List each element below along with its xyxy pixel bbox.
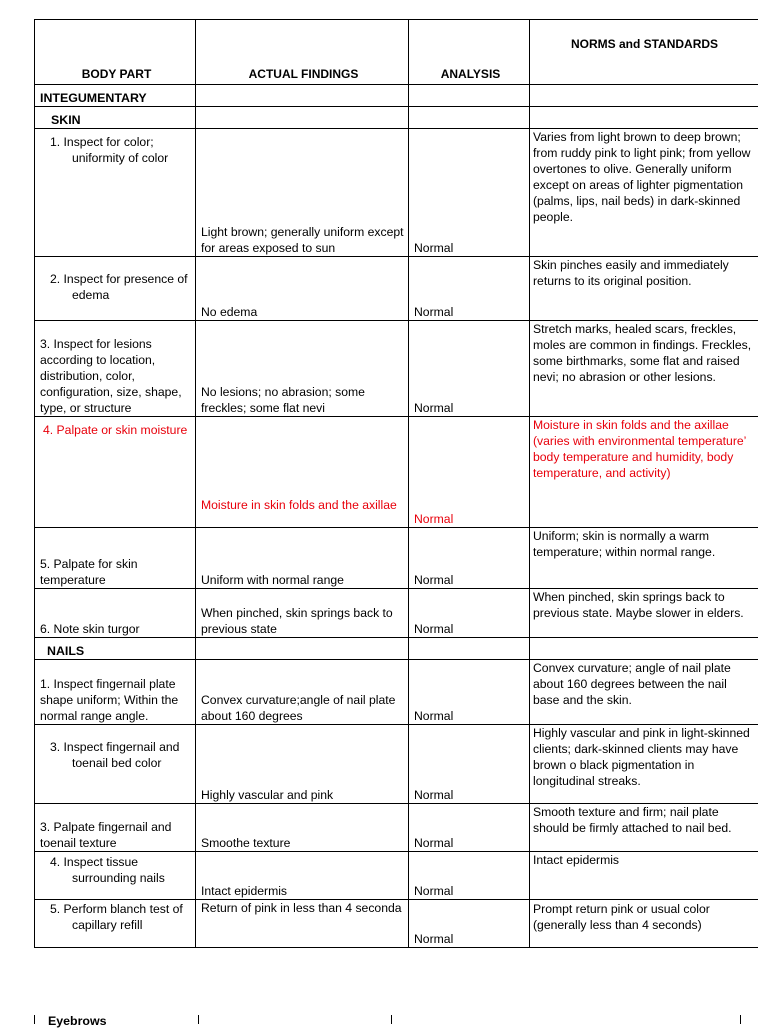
analysis-cell: Normal	[409, 589, 530, 638]
analysis-cell: Normal	[409, 417, 530, 528]
norm-cell: Varies from light brown to deep brown; from ruddy pink to light pink; from yellow overtones to olive. Generally uniform except on areas of lighter pigmentation (palms, lips, nail beds) in dark-skinned people.	[530, 129, 759, 257]
norm-cell: Intact epidermis	[530, 852, 759, 900]
analysis-cell: Normal	[409, 129, 530, 257]
section-title-skin: SKIN	[35, 107, 196, 129]
finding-cell: Uniform with normal range	[196, 528, 409, 589]
norm-cell: Moisture in skin folds and the axillae (varies with environmental temperature’ body temperature and humidity, body temperature, and activity)	[530, 417, 759, 528]
body-part-cell: 3. Inspect for lesions according to location, distribution, color, configuration, size, shape, type, or structure	[35, 321, 196, 417]
table-row	[35, 852, 759, 900]
table-row	[35, 528, 759, 589]
next-table-fragment	[34, 1014, 754, 1028]
header-body-part: BODY PART	[35, 20, 196, 85]
finding-cell: No lesions; no abrasion; some freckles; some flat nevi	[196, 321, 409, 417]
finding-cell: When pinched, skin springs back to previous state	[196, 589, 409, 638]
header-actual-findings: ACTUAL FINDINGS	[196, 20, 409, 85]
table-row	[35, 900, 759, 948]
assessment-table	[34, 19, 758, 948]
norm-cell: Highly vascular and pink in light-skinned clients; dark-skinned clients may have brown o black pigmentation in longitudinal streaks.	[530, 725, 759, 804]
section-title-nails: NAILS	[35, 638, 196, 660]
finding-cell: Return of pink in less than 4 seconda	[196, 900, 409, 948]
section-row-skin	[35, 107, 759, 129]
norm-cell: Prompt return pink or usual color (generally less than 4 seconds)	[530, 900, 759, 948]
section-title-integumentary: INTEGUMENTARY	[35, 85, 196, 107]
finding-cell: No edema	[196, 257, 409, 321]
header-row	[35, 20, 759, 85]
body-part-cell: 5. Palpate for skin temperature	[35, 528, 196, 589]
analysis-cell: Normal	[409, 660, 530, 725]
body-part-cell: 1. Inspect fingernail plate shape uniform; Within the normal range angle.	[35, 660, 196, 725]
norm-cell: Convex curvature; angle of nail plate about 160 degrees between the nail base and the skin.	[530, 660, 759, 725]
table-row	[35, 725, 759, 804]
norm-cell: Smooth texture and firm; nail plate should be firmly attached to nail bed.	[530, 804, 759, 852]
header-analysis: ANALYSIS	[409, 20, 530, 85]
analysis-cell: Normal	[409, 804, 530, 852]
analysis-cell: Normal	[409, 321, 530, 417]
finding-cell: Convex curvature;angle of nail plate about 160 degrees	[196, 660, 409, 725]
analysis-cell: Normal	[409, 257, 530, 321]
norm-cell: Uniform; skin is normally a warm temperature; within normal range.	[530, 528, 759, 589]
header-norms: NORMS and STANDARDS	[530, 20, 759, 85]
body-part-cell: 3. Inspect fingernail and toenail bed color	[35, 725, 196, 804]
table-row	[35, 257, 759, 321]
analysis-cell: Normal	[409, 725, 530, 804]
body-part-cell: 1. Inspect for color; uniformity of color	[35, 129, 196, 257]
table-row	[35, 417, 759, 528]
section-row-nails	[35, 638, 759, 660]
body-part-cell: 3. Palpate fingernail and toenail texture	[35, 804, 196, 852]
body-part-cell: 4. Palpate or skin moisture	[35, 417, 196, 528]
analysis-cell: Normal	[409, 900, 530, 948]
table-row	[35, 321, 759, 417]
finding-cell: Moisture in skin folds and the axillae	[196, 417, 409, 528]
norm-cell: Skin pinches easily and immediately returns to its original position.	[530, 257, 759, 321]
finding-cell: Highly vascular and pink	[196, 725, 409, 804]
body-part-cell: 2. Inspect for presence of edema	[35, 257, 196, 321]
analysis-cell: Normal	[409, 852, 530, 900]
table-row	[35, 129, 759, 257]
body-part-cell: 5. Perform blanch test of capillary refill	[35, 900, 196, 948]
analysis-cell: Normal	[409, 528, 530, 589]
body-part-cell: 6. Note skin turgor	[35, 589, 196, 638]
norm-cell: Stretch marks, healed scars, freckles, moles are common in findings. Freckles, some birthmarks, some flat and raised nevi; no abrasion or other lesions.	[530, 321, 759, 417]
finding-cell: Light brown; generally uniform except for areas exposed to sun	[196, 129, 409, 257]
table-row	[35, 804, 759, 852]
table-row	[35, 660, 759, 725]
body-part-cell: 4. Inspect tissue surrounding nails	[35, 852, 196, 900]
norm-cell: When pinched, skin springs back to previous state. Maybe slower in elders.	[530, 589, 759, 638]
finding-cell: Intact epidermis	[196, 852, 409, 900]
finding-cell: Smoothe texture	[196, 804, 409, 852]
section-row-integumentary	[35, 85, 759, 107]
section-title-eyebrows: Eyebrows	[48, 1014, 107, 1028]
table-row	[35, 589, 759, 638]
